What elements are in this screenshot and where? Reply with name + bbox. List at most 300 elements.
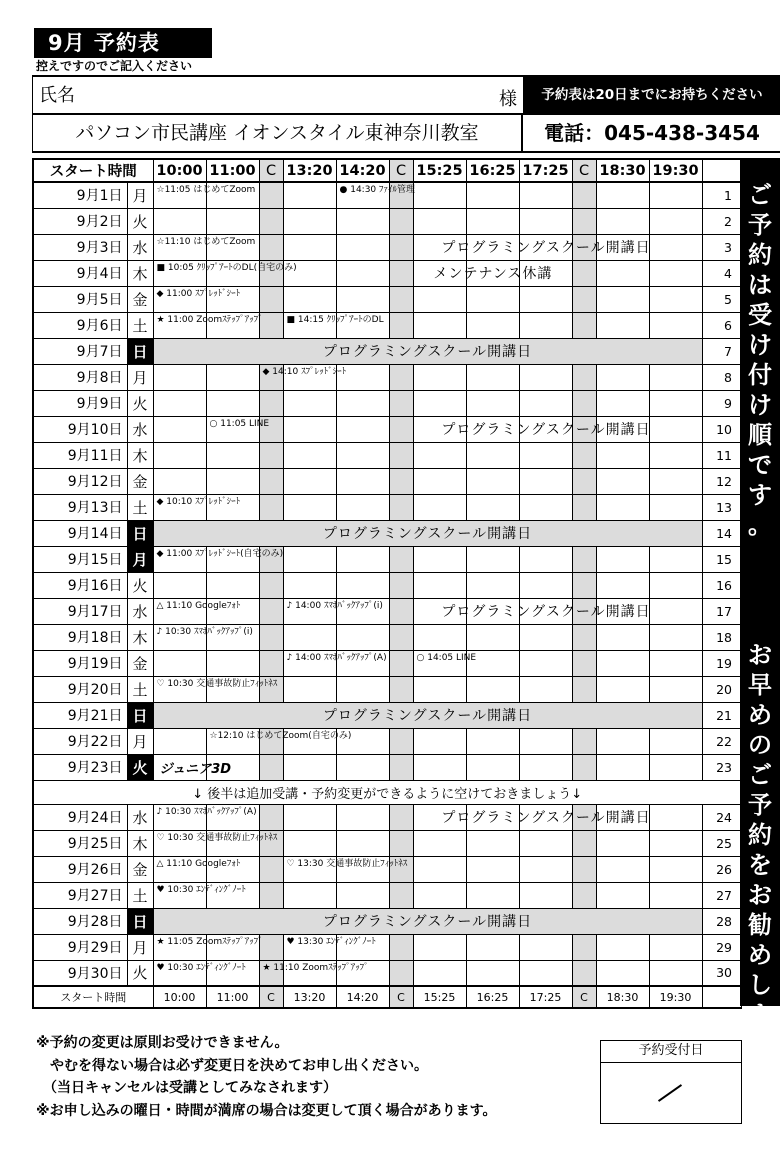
slot-cell[interactable] (649, 650, 702, 676)
slot-cell[interactable] (649, 934, 702, 960)
slot-cell[interactable] (649, 728, 702, 754)
slot-cell[interactable] (649, 182, 702, 208)
slot-cell[interactable] (596, 624, 649, 650)
slot-cell[interactable] (466, 546, 519, 572)
slot-cell[interactable] (153, 364, 206, 390)
slot-cell[interactable] (389, 234, 651, 260)
slot-cell[interactable] (153, 728, 206, 754)
slot-cell[interactable] (519, 650, 572, 676)
slot-cell[interactable] (519, 882, 572, 908)
slot-cell[interactable] (283, 830, 336, 856)
slot-cell[interactable] (596, 364, 649, 390)
slot-cell[interactable] (519, 754, 572, 780)
table-row (33, 338, 741, 364)
slot-cell[interactable] (596, 286, 649, 312)
slot-cell[interactable] (413, 960, 466, 986)
slot-cell[interactable] (259, 960, 369, 986)
slot-cell[interactable] (259, 286, 283, 312)
slot-cell[interactable] (153, 494, 241, 520)
slot-cell[interactable] (519, 572, 572, 598)
slot-cell[interactable] (649, 208, 702, 234)
slot-cell[interactable] (413, 676, 466, 702)
honorific-label: 様 (499, 89, 517, 110)
slot-cell[interactable] (283, 312, 384, 338)
slot-cell[interactable] (206, 728, 352, 754)
weekday-cell: 火 (127, 390, 153, 416)
slot-cell[interactable] (259, 804, 283, 830)
slot-cell[interactable] (596, 598, 649, 624)
slot-cell[interactable] (413, 182, 466, 208)
slot-cell[interactable] (259, 856, 283, 882)
slot-cell[interactable] (336, 416, 389, 442)
slot-cell[interactable] (519, 598, 572, 624)
slot-cell[interactable] (649, 624, 702, 650)
slot-cell[interactable] (572, 676, 596, 702)
slot-cell[interactable] (336, 882, 389, 908)
slot-cell[interactable] (466, 856, 519, 882)
slot-cell[interactable] (153, 754, 232, 780)
slot-cell[interactable] (413, 494, 466, 520)
slot-cell[interactable] (153, 260, 297, 286)
slot-cell[interactable] (596, 416, 649, 442)
slot-cell[interactable] (572, 650, 596, 676)
side-text-char: の (748, 731, 772, 759)
slot-cell[interactable] (466, 754, 519, 780)
slot-cell[interactable] (336, 208, 389, 234)
slot-cell[interactable] (389, 312, 413, 338)
slot-cell[interactable] (283, 676, 336, 702)
slot-cell[interactable] (336, 468, 389, 494)
slot-cell[interactable] (259, 364, 347, 390)
reservation-entry: ♪ 14:00 ｽﾏﾎﾊﾞｯｸｱｯﾌﾟ(i) (286, 600, 383, 611)
slot-cell[interactable] (649, 442, 702, 468)
slot-cell[interactable] (519, 804, 572, 830)
slot-cell[interactable] (206, 442, 259, 468)
slot-cell[interactable] (649, 882, 702, 908)
slot-cell[interactable] (596, 830, 649, 856)
slot-cell[interactable] (466, 676, 519, 702)
slot-cell[interactable] (259, 442, 283, 468)
slot-cell[interactable] (519, 960, 572, 986)
slot-cell[interactable] (572, 208, 596, 234)
slot-cell[interactable] (466, 934, 519, 960)
reservation-entry: ♥ 13:30 ｴﾝﾃﾞｨﾝｸﾞﾉｰﾄ (286, 936, 376, 947)
slot-cell[interactable] (389, 728, 413, 754)
slot-cell[interactable] (572, 416, 596, 442)
slot-cell[interactable] (206, 364, 259, 390)
slot-cell[interactable] (413, 312, 466, 338)
slot-cell[interactable] (259, 754, 283, 780)
slot-cell[interactable] (283, 546, 336, 572)
slot-cell[interactable] (389, 804, 651, 830)
slot-cell[interactable] (389, 546, 413, 572)
slot-cell[interactable] (283, 442, 336, 468)
slot-cell[interactable] (153, 546, 284, 572)
slot-cell[interactable] (259, 624, 283, 650)
slot-cell[interactable] (519, 260, 572, 286)
slot-cell[interactable] (572, 494, 596, 520)
slot-cell[interactable] (153, 830, 278, 856)
slot-cell[interactable] (519, 494, 572, 520)
slot-cell[interactable] (649, 312, 702, 338)
slot-cell[interactable] (413, 598, 466, 624)
slot-cell[interactable] (649, 960, 702, 986)
slot-cell[interactable] (519, 364, 572, 390)
slot-cell[interactable] (596, 676, 649, 702)
slot-cell[interactable] (413, 728, 466, 754)
reservation-entry: ★ 11:10 Zoomｽﾃｯﾌﾟｱｯﾌﾟ (262, 962, 369, 973)
side-text-char: 。 (748, 1061, 772, 1089)
slot-cell[interactable] (413, 234, 466, 260)
slot-cell[interactable] (519, 234, 572, 260)
slot-cell[interactable] (649, 856, 702, 882)
slot-cell[interactable] (413, 364, 466, 390)
table-row (33, 702, 741, 728)
slot-cell[interactable] (259, 572, 283, 598)
slot-cell[interactable] (572, 934, 596, 960)
slot-cell[interactable] (389, 960, 413, 986)
slot-cell[interactable] (153, 468, 206, 494)
slot-cell[interactable] (283, 624, 336, 650)
closed-day-banner: プログラミングスクール開講日 (153, 908, 702, 934)
slot-cell[interactable] (206, 208, 259, 234)
slot-cell[interactable] (389, 442, 413, 468)
slot-cell[interactable] (283, 468, 336, 494)
slot-cell[interactable] (336, 494, 389, 520)
slot-cell[interactable] (466, 572, 519, 598)
slot-cell[interactable] (336, 624, 389, 650)
slot-cell[interactable] (413, 468, 466, 494)
slot-cell[interactable] (389, 208, 413, 234)
slot-cell[interactable] (283, 934, 376, 960)
slot-cell[interactable] (259, 882, 283, 908)
slot-cell[interactable] (153, 960, 246, 986)
slot-cell[interactable] (519, 856, 572, 882)
slot-cell[interactable] (413, 286, 466, 312)
slot-cell[interactable] (596, 804, 649, 830)
slot-cell[interactable] (413, 260, 466, 286)
slot-cell[interactable] (519, 728, 572, 754)
slot-cell[interactable] (153, 286, 241, 312)
slot-cell[interactable] (336, 260, 389, 286)
slot-cell[interactable] (466, 442, 519, 468)
slot-cell[interactable] (572, 624, 596, 650)
slot-cell[interactable] (596, 312, 649, 338)
slot-cell[interactable] (283, 234, 336, 260)
slot-cell[interactable] (596, 442, 649, 468)
slot-cell[interactable] (413, 934, 466, 960)
slot-cell[interactable] (519, 208, 572, 234)
slot-cell[interactable] (519, 934, 572, 960)
date-cell: 9月8日 (33, 364, 127, 390)
slot-cell[interactable] (283, 598, 383, 624)
slot-cell[interactable] (153, 856, 241, 882)
slot-cell[interactable] (649, 416, 702, 442)
slot-cell[interactable] (649, 676, 702, 702)
slot-cell[interactable] (259, 182, 283, 208)
slot-cell[interactable] (413, 390, 466, 416)
slot-cell[interactable] (466, 286, 519, 312)
slot-cell[interactable] (466, 624, 519, 650)
slot-cell[interactable] (596, 182, 649, 208)
slot-cell[interactable] (572, 364, 596, 390)
slot-cell[interactable] (596, 856, 649, 882)
slot-cell[interactable] (649, 286, 702, 312)
slot-cell[interactable] (596, 882, 649, 908)
slot-cell[interactable] (153, 208, 206, 234)
slot-cell[interactable] (283, 804, 336, 830)
slot-cell[interactable] (283, 390, 336, 416)
side-text-char: 順 (748, 421, 772, 449)
slot-cell[interactable] (389, 468, 413, 494)
slot-cell[interactable] (572, 804, 596, 830)
slot-cell[interactable] (413, 624, 466, 650)
slot-cell[interactable] (206, 650, 259, 676)
slot-cell[interactable] (572, 830, 596, 856)
slot-cell[interactable] (389, 598, 651, 624)
slot-cell[interactable] (649, 234, 702, 260)
slot-cell[interactable] (519, 416, 572, 442)
slot-cell[interactable] (649, 598, 702, 624)
slot-cell[interactable] (572, 390, 596, 416)
slot-cell[interactable] (206, 572, 259, 598)
slot-cell[interactable] (336, 546, 389, 572)
slot-cell[interactable] (519, 286, 572, 312)
slot-cell[interactable] (466, 390, 519, 416)
slot-cell[interactable] (413, 546, 466, 572)
slot-cell[interactable] (413, 208, 466, 234)
slot-cell[interactable] (572, 598, 596, 624)
slot-cell[interactable] (259, 468, 283, 494)
slot-cell[interactable] (283, 856, 408, 882)
slot-cell[interactable] (519, 390, 572, 416)
slot-cell[interactable] (519, 442, 572, 468)
slot-cell[interactable] (466, 598, 519, 624)
slot-cell[interactable] (413, 650, 477, 676)
reservation-entry: ◆ 14:10 ｽﾌﾟﾚｯﾄﾞｼｰﾄ (262, 366, 347, 377)
reservation-entry: ◆ 10:10 ｽﾌﾟﾚｯﾄﾞｼｰﾄ (156, 496, 241, 507)
slot-cell[interactable] (153, 234, 256, 260)
slot-cell[interactable] (153, 934, 263, 960)
slot-cell[interactable] (336, 572, 389, 598)
slot-cell[interactable] (466, 830, 519, 856)
slot-cell[interactable] (466, 960, 519, 986)
slot-cell[interactable] (389, 934, 413, 960)
slot-cell[interactable] (389, 572, 413, 598)
slot-cell[interactable] (466, 882, 519, 908)
slot-cell[interactable] (519, 624, 572, 650)
slot-cell[interactable] (389, 494, 413, 520)
slot-cell[interactable] (153, 882, 246, 908)
slot-cell[interactable] (596, 494, 649, 520)
slot-cell[interactable] (389, 650, 413, 676)
table-row (33, 364, 741, 390)
slot-cell[interactable] (389, 260, 413, 286)
slot-cell[interactable] (596, 572, 649, 598)
slot-cell[interactable] (283, 416, 336, 442)
slot-cell[interactable] (466, 364, 519, 390)
slot-cell[interactable] (519, 676, 572, 702)
slot-cell[interactable] (466, 234, 519, 260)
slot-cell[interactable] (389, 754, 413, 780)
weekday-cell: 土 (127, 882, 153, 908)
slot-cell[interactable] (649, 830, 702, 856)
slot-cell[interactable] (413, 856, 466, 882)
slot-cell[interactable] (283, 882, 336, 908)
slot-cell[interactable] (649, 390, 702, 416)
slot-cell[interactable] (283, 286, 336, 312)
slot-cell[interactable] (283, 754, 336, 780)
slot-cell[interactable] (283, 208, 336, 234)
slot-cell[interactable] (413, 572, 466, 598)
slot-cell[interactable] (519, 312, 572, 338)
slot-cell[interactable] (389, 286, 413, 312)
slot-cell[interactable] (153, 572, 206, 598)
slot-cell[interactable] (466, 416, 519, 442)
row-number: 5 (702, 286, 741, 312)
slot-cell[interactable] (649, 572, 702, 598)
slot-cell[interactable] (413, 882, 466, 908)
slot-cell[interactable] (649, 468, 702, 494)
slot-cell[interactable] (153, 624, 253, 650)
slot-cell[interactable] (572, 572, 596, 598)
slot-cell[interactable] (153, 650, 206, 676)
slot-cell[interactable] (466, 728, 519, 754)
slot-cell[interactable] (466, 208, 519, 234)
slot-cell[interactable] (572, 754, 596, 780)
slot-cell[interactable] (283, 650, 387, 676)
slot-cell[interactable] (649, 804, 702, 830)
slot-cell[interactable] (519, 468, 572, 494)
slot-cell[interactable] (572, 312, 596, 338)
slot-cell[interactable] (153, 598, 241, 624)
row-number: 9 (702, 390, 741, 416)
slot-cell[interactable] (413, 416, 466, 442)
slot-cell[interactable] (572, 234, 596, 260)
slot-cell[interactable] (466, 312, 519, 338)
slot-cell[interactable] (413, 442, 466, 468)
slot-cell[interactable] (572, 260, 596, 286)
slot-cell[interactable] (466, 182, 519, 208)
slot-cell[interactable] (413, 830, 466, 856)
slot-cell[interactable] (413, 804, 466, 830)
slot-cell[interactable] (389, 624, 413, 650)
date-cell: 9月24日 (33, 804, 127, 830)
slot-cell[interactable] (389, 390, 413, 416)
slot-cell[interactable] (572, 882, 596, 908)
slot-cell[interactable] (649, 364, 702, 390)
slot-cell[interactable] (389, 676, 413, 702)
slot-cell[interactable] (596, 234, 649, 260)
slot-cell[interactable] (519, 546, 572, 572)
slot-cell[interactable] (572, 286, 596, 312)
slot-cell[interactable] (153, 390, 206, 416)
slot-cell[interactable] (596, 960, 649, 986)
slot-cell[interactable] (596, 468, 649, 494)
slot-cell[interactable] (206, 390, 259, 416)
slot-cell[interactable] (259, 650, 283, 676)
slot-cell[interactable] (572, 546, 596, 572)
side-text-char: 予 (748, 791, 772, 819)
slot-cell[interactable] (389, 882, 413, 908)
slot-cell[interactable] (596, 728, 649, 754)
slot-cell[interactable] (572, 442, 596, 468)
slot-cell[interactable] (649, 260, 702, 286)
slot-cell[interactable] (283, 182, 336, 208)
slot-cell[interactable] (153, 182, 256, 208)
slot-cell[interactable] (259, 494, 283, 520)
slot-cell[interactable] (206, 468, 259, 494)
slot-cell[interactable] (336, 286, 389, 312)
row-number: 24 (702, 804, 741, 830)
slot-cell[interactable] (596, 208, 649, 234)
slot-cell[interactable] (259, 234, 283, 260)
slot-cell[interactable] (153, 442, 206, 468)
slot-cell[interactable] (283, 494, 336, 520)
slot-cell[interactable] (153, 416, 206, 442)
slot-cell[interactable] (572, 468, 596, 494)
slot-cell[interactable] (153, 804, 257, 830)
slot-cell[interactable] (649, 754, 702, 780)
slot-cell[interactable] (336, 804, 389, 830)
slot-cell[interactable] (336, 676, 389, 702)
slot-cell[interactable] (259, 208, 283, 234)
slot-cell[interactable] (153, 676, 278, 702)
slot-cell[interactable] (596, 546, 649, 572)
slot-cell[interactable] (283, 572, 336, 598)
slot-cell[interactable] (572, 856, 596, 882)
row-number: 14 (702, 520, 741, 546)
row-number: 13 (702, 494, 741, 520)
slot-cell[interactable] (466, 804, 519, 830)
slot-cell[interactable] (596, 754, 649, 780)
slot-cell[interactable] (336, 442, 389, 468)
slot-cell[interactable] (596, 650, 649, 676)
slot-cell[interactable] (336, 754, 389, 780)
slot-cell[interactable] (572, 960, 596, 986)
date-cell: 9月2日 (33, 208, 127, 234)
slot-cell[interactable] (596, 934, 649, 960)
time-footer: 18:30 (596, 986, 649, 1008)
slot-cell[interactable] (336, 390, 389, 416)
weekday-cell: 水 (127, 416, 153, 442)
slot-cell[interactable] (206, 416, 270, 442)
slot-cell[interactable] (596, 260, 649, 286)
slot-cell[interactable] (466, 494, 519, 520)
school-row (32, 115, 780, 153)
slot-cell[interactable] (519, 830, 572, 856)
time-footer: 17:25 (519, 986, 572, 1008)
slot-cell[interactable] (572, 728, 596, 754)
slot-cell[interactable] (259, 390, 283, 416)
slot-cell[interactable] (596, 390, 649, 416)
slot-cell[interactable] (336, 234, 389, 260)
slot-cell[interactable] (466, 260, 519, 286)
slot-cell[interactable] (413, 754, 466, 780)
slot-cell[interactable] (389, 416, 651, 442)
slot-cell[interactable] (649, 546, 702, 572)
slot-cell[interactable] (259, 598, 283, 624)
slot-cell[interactable] (153, 312, 263, 338)
slot-cell[interactable] (389, 364, 413, 390)
slot-cell[interactable] (336, 830, 389, 856)
slot-cell[interactable] (466, 468, 519, 494)
slot-cell[interactable] (389, 830, 413, 856)
slot-cell[interactable] (572, 182, 596, 208)
slot-cell[interactable] (649, 494, 702, 520)
slot-cell[interactable] (336, 182, 416, 208)
slot-cell[interactable] (519, 182, 572, 208)
